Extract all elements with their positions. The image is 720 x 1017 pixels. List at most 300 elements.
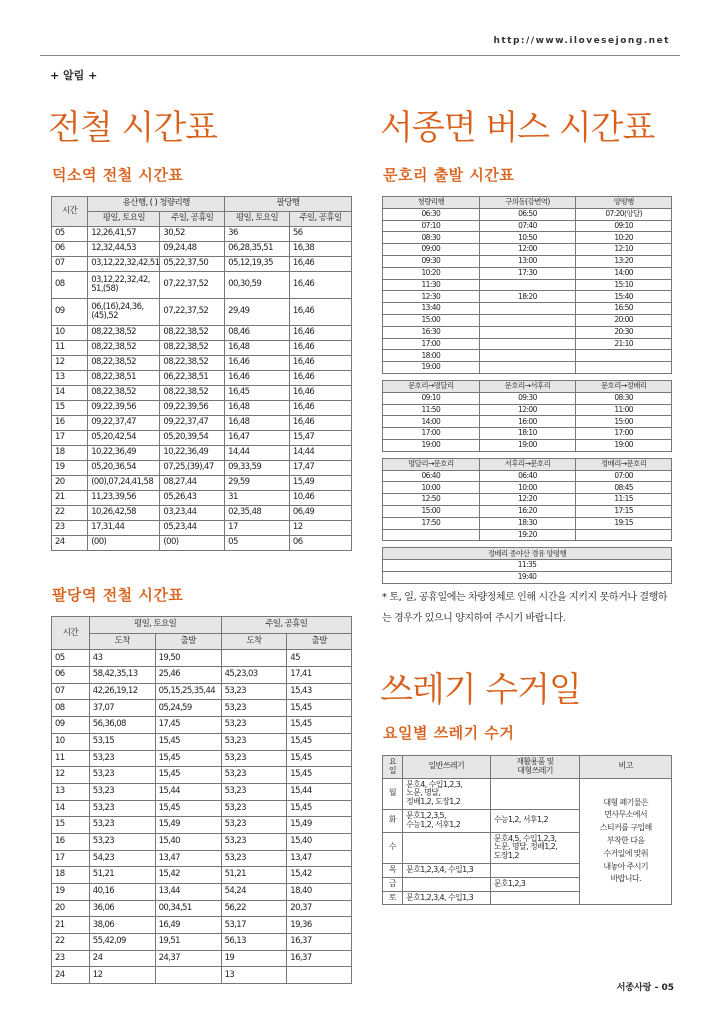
subcol: 도착 [221, 633, 287, 650]
bus-row [383, 350, 672, 362]
hour-cell: 23 [52, 950, 90, 967]
hour-cell: 12 [52, 356, 88, 371]
minute-cell: 53,23 [221, 817, 287, 834]
minute-cell: 05,23,44 [160, 521, 225, 536]
subcol: 주일, 공휴일 [160, 212, 225, 227]
minute-cell: 15,45 [287, 800, 352, 817]
recycle-cell: 문호1,2,3 [490, 877, 580, 891]
minute-cell: 54,23 [89, 850, 155, 867]
minute-cell [155, 967, 221, 984]
minute-cell: 14,44 [289, 446, 351, 461]
bus-row [383, 494, 672, 506]
minute-cell: 16,46 [289, 416, 351, 431]
minute-cell: 53,23 [221, 850, 287, 867]
minute-cell: 08,22,38,51 [88, 371, 160, 386]
minute-cell: 03,23,44 [160, 506, 225, 521]
table-row [52, 683, 352, 700]
paldang-rows [52, 650, 352, 984]
bus-time-cell: 07:10 [383, 220, 480, 232]
section-tag: + 알림 + [50, 69, 98, 82]
col-time: 시간 [52, 197, 88, 227]
minute-cell: 06,28,35,51 [225, 242, 290, 257]
garbage-rows [383, 778, 672, 905]
col-general: 일반쓰레기 [402, 756, 490, 779]
table-row [52, 950, 352, 967]
minute-cell: 05,24,59 [155, 700, 221, 717]
bus-time-cell: 16:20 [479, 505, 576, 517]
bus-time-cell [383, 529, 480, 541]
deokso-timetable [51, 196, 352, 551]
table-row [52, 967, 352, 984]
garbage-row [383, 778, 672, 809]
bus-time-cell: 16:50 [576, 303, 672, 315]
bus-row [383, 279, 672, 291]
minute-cell: 15,42 [155, 867, 221, 884]
bus-time-cell: 19:40 [383, 571, 672, 583]
minute-cell: 29,49 [225, 299, 290, 326]
recycle-cell: 수능1,2, 서후1,2 [490, 809, 580, 832]
minute-cell: 16,46 [289, 257, 351, 272]
minute-cell: 13,47 [287, 850, 352, 867]
minute-cell: 06,(16),24,36, (45),52 [88, 299, 160, 326]
hour-cell: 06 [52, 242, 88, 257]
minute-cell: (00) [88, 536, 160, 551]
minute-cell: 30,52 [160, 227, 225, 242]
general-cell: 문호1,2,3,5, 수능1,2, 서후1,2 [402, 809, 490, 832]
bus-row [383, 326, 672, 338]
hour-cell: 11 [52, 750, 90, 767]
bus-gap [383, 373, 672, 380]
minute-cell: 05,20,36,54 [88, 461, 160, 476]
gap-cell [383, 451, 672, 458]
hour-cell: 07 [52, 683, 90, 700]
minute-cell: 05,26,43 [160, 491, 225, 506]
bus-time-cell: 17:50 [383, 517, 480, 529]
bus-time-cell: 18:10 [479, 428, 576, 440]
minute-cell: 15,45 [287, 767, 352, 784]
minute-cell: 08,22,38,52 [160, 386, 225, 401]
table-row [52, 650, 352, 667]
bus-route-header: 정배리→문호리 [576, 458, 672, 470]
traffic-note: * 토, 일, 공휴일에는 차량정체로 인해 시간을 지키지 못하거나 결행하는 경우가 있으니 양지하여 주시기 바랍니다. [382, 592, 668, 624]
minute-cell: 17,47 [289, 461, 351, 476]
minute-cell: 00,30,59 [225, 272, 290, 299]
minute-cell: 09,22,39,56 [88, 401, 160, 416]
hour-cell: 16 [52, 416, 88, 431]
minute-cell [287, 967, 352, 984]
minute-cell: 15,40 [287, 833, 352, 850]
table-row [52, 884, 352, 901]
minute-cell: 05,22,37,50 [160, 257, 225, 272]
bus-time-cell: 12:10 [576, 244, 672, 256]
minute-cell: 06 [289, 536, 351, 551]
hour-cell: 17 [52, 850, 90, 867]
table-row [52, 272, 352, 299]
garbage-subtitle: 요일별 쓰레기 수거 [383, 724, 515, 742]
garbage-table [382, 755, 672, 905]
bus-time-cell: 12:00 [479, 404, 576, 416]
bus-time-cell [576, 529, 672, 541]
hour-cell: 07 [52, 257, 88, 272]
bus-time-cell: 18:20 [479, 291, 576, 303]
minute-cell: 53,23 [221, 783, 287, 800]
day-cell: 금 [383, 877, 403, 891]
minute-cell: 15,45 [287, 750, 352, 767]
minute-cell: 17,31,44 [88, 521, 160, 536]
bus-route-header: 문호리→명달리 [383, 380, 480, 392]
subcol: 도착 [89, 633, 155, 650]
bus-row [383, 232, 672, 244]
minute-cell: 16,37 [287, 934, 352, 951]
bus-time-cell: 15:40 [576, 291, 672, 303]
table-row [52, 934, 352, 951]
bus-row [383, 208, 672, 220]
bus-subtitle: 문호리 출발 시간표 [383, 166, 515, 184]
bus-row [383, 470, 672, 482]
bus-row [383, 362, 672, 374]
minute-cell: 15,45 [155, 767, 221, 784]
hour-cell: 08 [52, 700, 90, 717]
general-cell: 문호1,2,3,4, 수입1,3 [402, 891, 490, 905]
recycle-cell: 문호4,5, 수입1,2,3, 노문, 명달, 정배1,2, 도장1,2 [490, 832, 580, 863]
bus-time-cell: 06:40 [383, 470, 480, 482]
bus-route-header: 문호리→정배리 [576, 380, 672, 392]
site-url: http://www.ilovesejong.net [493, 36, 670, 46]
table-row [52, 917, 352, 934]
minute-cell: 05,15,25,35,44 [155, 683, 221, 700]
minute-cell: 16,46 [289, 341, 351, 356]
bus-row [383, 303, 672, 315]
bus-time-cell: 15:00 [383, 314, 480, 326]
table-row [52, 767, 352, 784]
minute-cell: 09,22,37,47 [160, 416, 225, 431]
minute-cell: 15,43 [287, 683, 352, 700]
bus-gap [383, 541, 672, 548]
hour-cell: 12 [52, 767, 90, 784]
hour-cell: 09 [52, 299, 88, 326]
minute-cell: 19,50 [155, 650, 221, 667]
minute-cell: 15,44 [287, 783, 352, 800]
table-row [52, 867, 352, 884]
bus-time-cell: 17:30 [479, 267, 576, 279]
hour-cell: 16 [52, 833, 90, 850]
minute-cell: 56,22 [221, 900, 287, 917]
minute-cell: 08,22,38,52 [160, 356, 225, 371]
minute-cell: 19,36 [287, 917, 352, 934]
minute-cell: 08,46 [225, 326, 290, 341]
minute-cell: 07,25,(39),47 [160, 461, 225, 476]
minute-cell: 16,46 [289, 326, 351, 341]
minute-cell: 56,36,08 [89, 717, 155, 734]
minute-cell: (00),07,24,41,58 [88, 476, 160, 491]
hour-cell: 10 [52, 733, 90, 750]
table-row [52, 800, 352, 817]
bus-time-cell: 19:00 [383, 439, 480, 451]
bus-time-cell: 09:10 [383, 392, 480, 404]
bus-time-cell: 15:00 [576, 416, 672, 428]
hour-cell: 23 [52, 521, 88, 536]
bus-time-cell: 09:30 [383, 255, 480, 267]
bus-route-header: 구의동(강변역) [479, 197, 576, 209]
general-cell: 문호4, 수입1,2,3, 노문, 명달, 정배1,2, 도장1,2 [402, 778, 490, 809]
minute-cell: 16,45 [225, 386, 290, 401]
bus-time-cell: 10:50 [479, 232, 576, 244]
bus-time-cell [479, 350, 576, 362]
minute-cell: 37,07 [89, 700, 155, 717]
bus-time-cell: 12:20 [479, 494, 576, 506]
minute-cell: 09,33,59 [225, 461, 290, 476]
bus-time-cell: 21:10 [576, 338, 672, 350]
bus-row [383, 529, 672, 541]
minute-cell: 53,23 [89, 750, 155, 767]
bus-time-cell: 10:20 [576, 232, 672, 244]
minute-cell: 16,47 [225, 431, 290, 446]
minute-cell: 16,48 [225, 416, 290, 431]
col-time: 시간 [52, 617, 90, 650]
minute-cell: 56,13 [221, 934, 287, 951]
hour-cell: 24 [52, 536, 88, 551]
table-row [52, 900, 352, 917]
minute-cell: 53,23 [221, 800, 287, 817]
hour-cell: 05 [52, 650, 90, 667]
bus-row [383, 338, 672, 350]
minute-cell: 15,45 [287, 733, 352, 750]
bus-time-cell: 07:20(양달) [576, 208, 672, 220]
minute-cell: 14,44 [225, 446, 290, 461]
bus-row [383, 560, 672, 572]
minute-cell: 08,27,44 [160, 476, 225, 491]
bus-time-cell: 09:00 [383, 244, 480, 256]
minute-cell: 53,23 [221, 733, 287, 750]
minute-cell: 07,22,37,52 [160, 272, 225, 299]
hour-cell: 10 [52, 326, 88, 341]
minute-cell: 08,22,38,52 [88, 356, 160, 371]
bus-time-cell: 09:30 [479, 392, 576, 404]
hour-cell: 13 [52, 371, 88, 386]
minute-cell: 10,26,42,58 [88, 506, 160, 521]
top-divider [40, 55, 680, 56]
bus-row [383, 291, 672, 303]
hour-cell: 15 [52, 401, 88, 416]
minute-cell: 16,46 [289, 401, 351, 416]
minute-cell: 25,46 [155, 667, 221, 684]
minute-cell: 15,45 [155, 733, 221, 750]
deokso-subtitle: 덕소역 전철 시간표 [52, 166, 184, 184]
general-cell [402, 877, 490, 891]
bus-time-cell [479, 338, 576, 350]
minute-cell: 20,37 [287, 900, 352, 917]
minute-cell: 03,12,22,32,42,51 [88, 257, 160, 272]
minute-cell: 16,46 [289, 386, 351, 401]
bus-time-cell: 13:20 [576, 255, 672, 267]
minute-cell: 53,23 [221, 833, 287, 850]
bus-time-cell: 14:00 [383, 416, 480, 428]
table-row [52, 700, 352, 717]
minute-cell: 15,44 [155, 783, 221, 800]
bus-row [383, 244, 672, 256]
recycle-cell [490, 863, 580, 877]
general-cell [402, 832, 490, 863]
bus-route-header: 문호리→서후리 [479, 380, 576, 392]
group-paldang: 팔당행 [225, 197, 352, 212]
day-cell: 수 [383, 832, 403, 863]
gap-cell [383, 541, 672, 548]
bus-gap [383, 451, 672, 458]
minute-cell: 51,21 [89, 867, 155, 884]
minute-cell: 12 [89, 967, 155, 984]
bus-time-cell: 11:35 [383, 560, 672, 572]
deokso-rows [52, 227, 352, 551]
minute-cell: 08,22,38,52 [88, 386, 160, 401]
bus-row [383, 571, 672, 583]
bus-time-cell: 17:00 [383, 428, 480, 440]
hour-cell: 11 [52, 341, 88, 356]
general-cell: 문호1,2,3,4, 수입1,3 [402, 863, 490, 877]
hour-cell: 14 [52, 386, 88, 401]
bus-row [383, 428, 672, 440]
table-row [52, 667, 352, 684]
col-recycle: 재활용품 및 대형쓰레기 [490, 756, 580, 779]
table-row [52, 461, 352, 476]
minute-cell: 16,38 [289, 242, 351, 257]
minute-cell: 16,49 [155, 917, 221, 934]
minute-cell: 38,06 [89, 917, 155, 934]
minute-cell: 42,26,19,12 [89, 683, 155, 700]
hour-cell: 08 [52, 272, 88, 299]
minute-cell: 36 [225, 227, 290, 242]
minute-cell: 15,49 [289, 476, 351, 491]
minute-cell: 08,22,38,52 [160, 326, 225, 341]
minute-cell: 29,59 [225, 476, 290, 491]
minute-cell: 51,21 [221, 867, 287, 884]
minute-cell: 15,42 [287, 867, 352, 884]
bus-row [383, 392, 672, 404]
minute-cell: 16,37 [287, 950, 352, 967]
gap-cell [383, 373, 672, 380]
bus-time-cell: 09:10 [576, 220, 672, 232]
minute-cell: 53,23 [221, 767, 287, 784]
bus-time-cell: 08:30 [383, 232, 480, 244]
group-yongsan: 용산행, ( ) 청량리행 [88, 197, 225, 212]
minute-cell: 45 [287, 650, 352, 667]
bus-time-cell: 07:40 [479, 220, 576, 232]
bus-row [383, 416, 672, 428]
bus-time-cell: 13:00 [479, 255, 576, 267]
minute-cell: 53,23 [221, 750, 287, 767]
table-row [52, 299, 352, 326]
bus-row [383, 267, 672, 279]
bus-time-cell: 19:00 [383, 362, 480, 374]
hour-cell: 06 [52, 667, 90, 684]
minute-cell: 12,32,44,53 [88, 242, 160, 257]
minute-cell: 16,46 [289, 356, 351, 371]
minute-cell: 09,22,37,47 [88, 416, 160, 431]
bus-route-header: 정배리 종야산 경유 양평행 [383, 548, 672, 560]
bus-route-header: 명달리→문호리 [383, 458, 480, 470]
bus-time-cell: 10:00 [383, 482, 480, 494]
minute-cell: 13,47 [155, 850, 221, 867]
minute-cell: 05,20,42,54 [88, 431, 160, 446]
bus-row [383, 255, 672, 267]
minute-cell: 17 [225, 521, 290, 536]
minute-cell: 53,23 [89, 833, 155, 850]
bus-time-cell: 11:30 [383, 279, 480, 291]
hour-cell: 14 [52, 800, 90, 817]
minute-cell: 31 [225, 491, 290, 506]
bus-time-cell: 11:00 [576, 404, 672, 416]
minute-cell: 53,23 [89, 817, 155, 834]
bus-time-cell: 11:50 [383, 404, 480, 416]
minute-cell: 56 [289, 227, 351, 242]
table-row [52, 341, 352, 356]
recycle-cell [490, 778, 580, 809]
subway-title: 전철 시간표 [48, 108, 218, 148]
table-row [52, 446, 352, 461]
day-cell: 화 [383, 809, 403, 832]
minute-cell: 24 [89, 950, 155, 967]
bus-time-cell: 08:30 [576, 392, 672, 404]
hour-cell: 24 [52, 967, 90, 984]
minute-cell: 15,45 [155, 750, 221, 767]
bus-header-row [383, 380, 672, 392]
group-weekday: 평일, 토요일 [89, 617, 221, 634]
bus-time-cell: 18:30 [479, 517, 576, 529]
day-cell: 월 [383, 778, 403, 809]
minute-cell: 36,06 [89, 900, 155, 917]
day-cell: 목 [383, 863, 403, 877]
minute-cell: 08,22,38,52 [88, 326, 160, 341]
minute-cell: 03,12,22,32,42, 51,(58) [88, 272, 160, 299]
bus-title: 서종면 버스 시간표 [380, 108, 655, 148]
minute-cell: 18,40 [287, 884, 352, 901]
hour-cell: 17 [52, 431, 88, 446]
hour-cell: 18 [52, 446, 88, 461]
bus-time-cell [479, 362, 576, 374]
minute-cell: 13,44 [155, 884, 221, 901]
minute-cell: 19,51 [155, 934, 221, 951]
table-row [52, 227, 352, 242]
bus-time-cell: 16:30 [383, 326, 480, 338]
minute-cell [221, 650, 287, 667]
minute-cell: 13 [221, 967, 287, 984]
minute-cell: 09,24,48 [160, 242, 225, 257]
minute-cell: 15,49 [287, 817, 352, 834]
table-row [52, 242, 352, 257]
minute-cell: 53,23 [221, 683, 287, 700]
minute-cell: 00,34,51 [155, 900, 221, 917]
bus-time-cell: 19:00 [479, 439, 576, 451]
minute-cell: 43 [89, 650, 155, 667]
paldang-timetable [51, 616, 352, 984]
bus-row [383, 517, 672, 529]
minute-cell: 15,47 [289, 431, 351, 446]
group-holiday: 주일, 공휴일 [221, 617, 351, 634]
table-row [52, 386, 352, 401]
bus-row [383, 314, 672, 326]
recycle-cell [490, 891, 580, 905]
hour-cell: 05 [52, 227, 88, 242]
table-row [52, 536, 352, 551]
subcol: 출발 [155, 633, 221, 650]
bus-header-row [383, 197, 672, 209]
minute-cell: 06,22,38,51 [160, 371, 225, 386]
minute-cell: 05,12,19,35 [225, 257, 290, 272]
minute-cell: 58,42,35,13 [89, 667, 155, 684]
table-row [52, 750, 352, 767]
bus-time-cell: 17:15 [576, 505, 672, 517]
minute-cell: 11,23,39,56 [88, 491, 160, 506]
table-row [52, 371, 352, 386]
